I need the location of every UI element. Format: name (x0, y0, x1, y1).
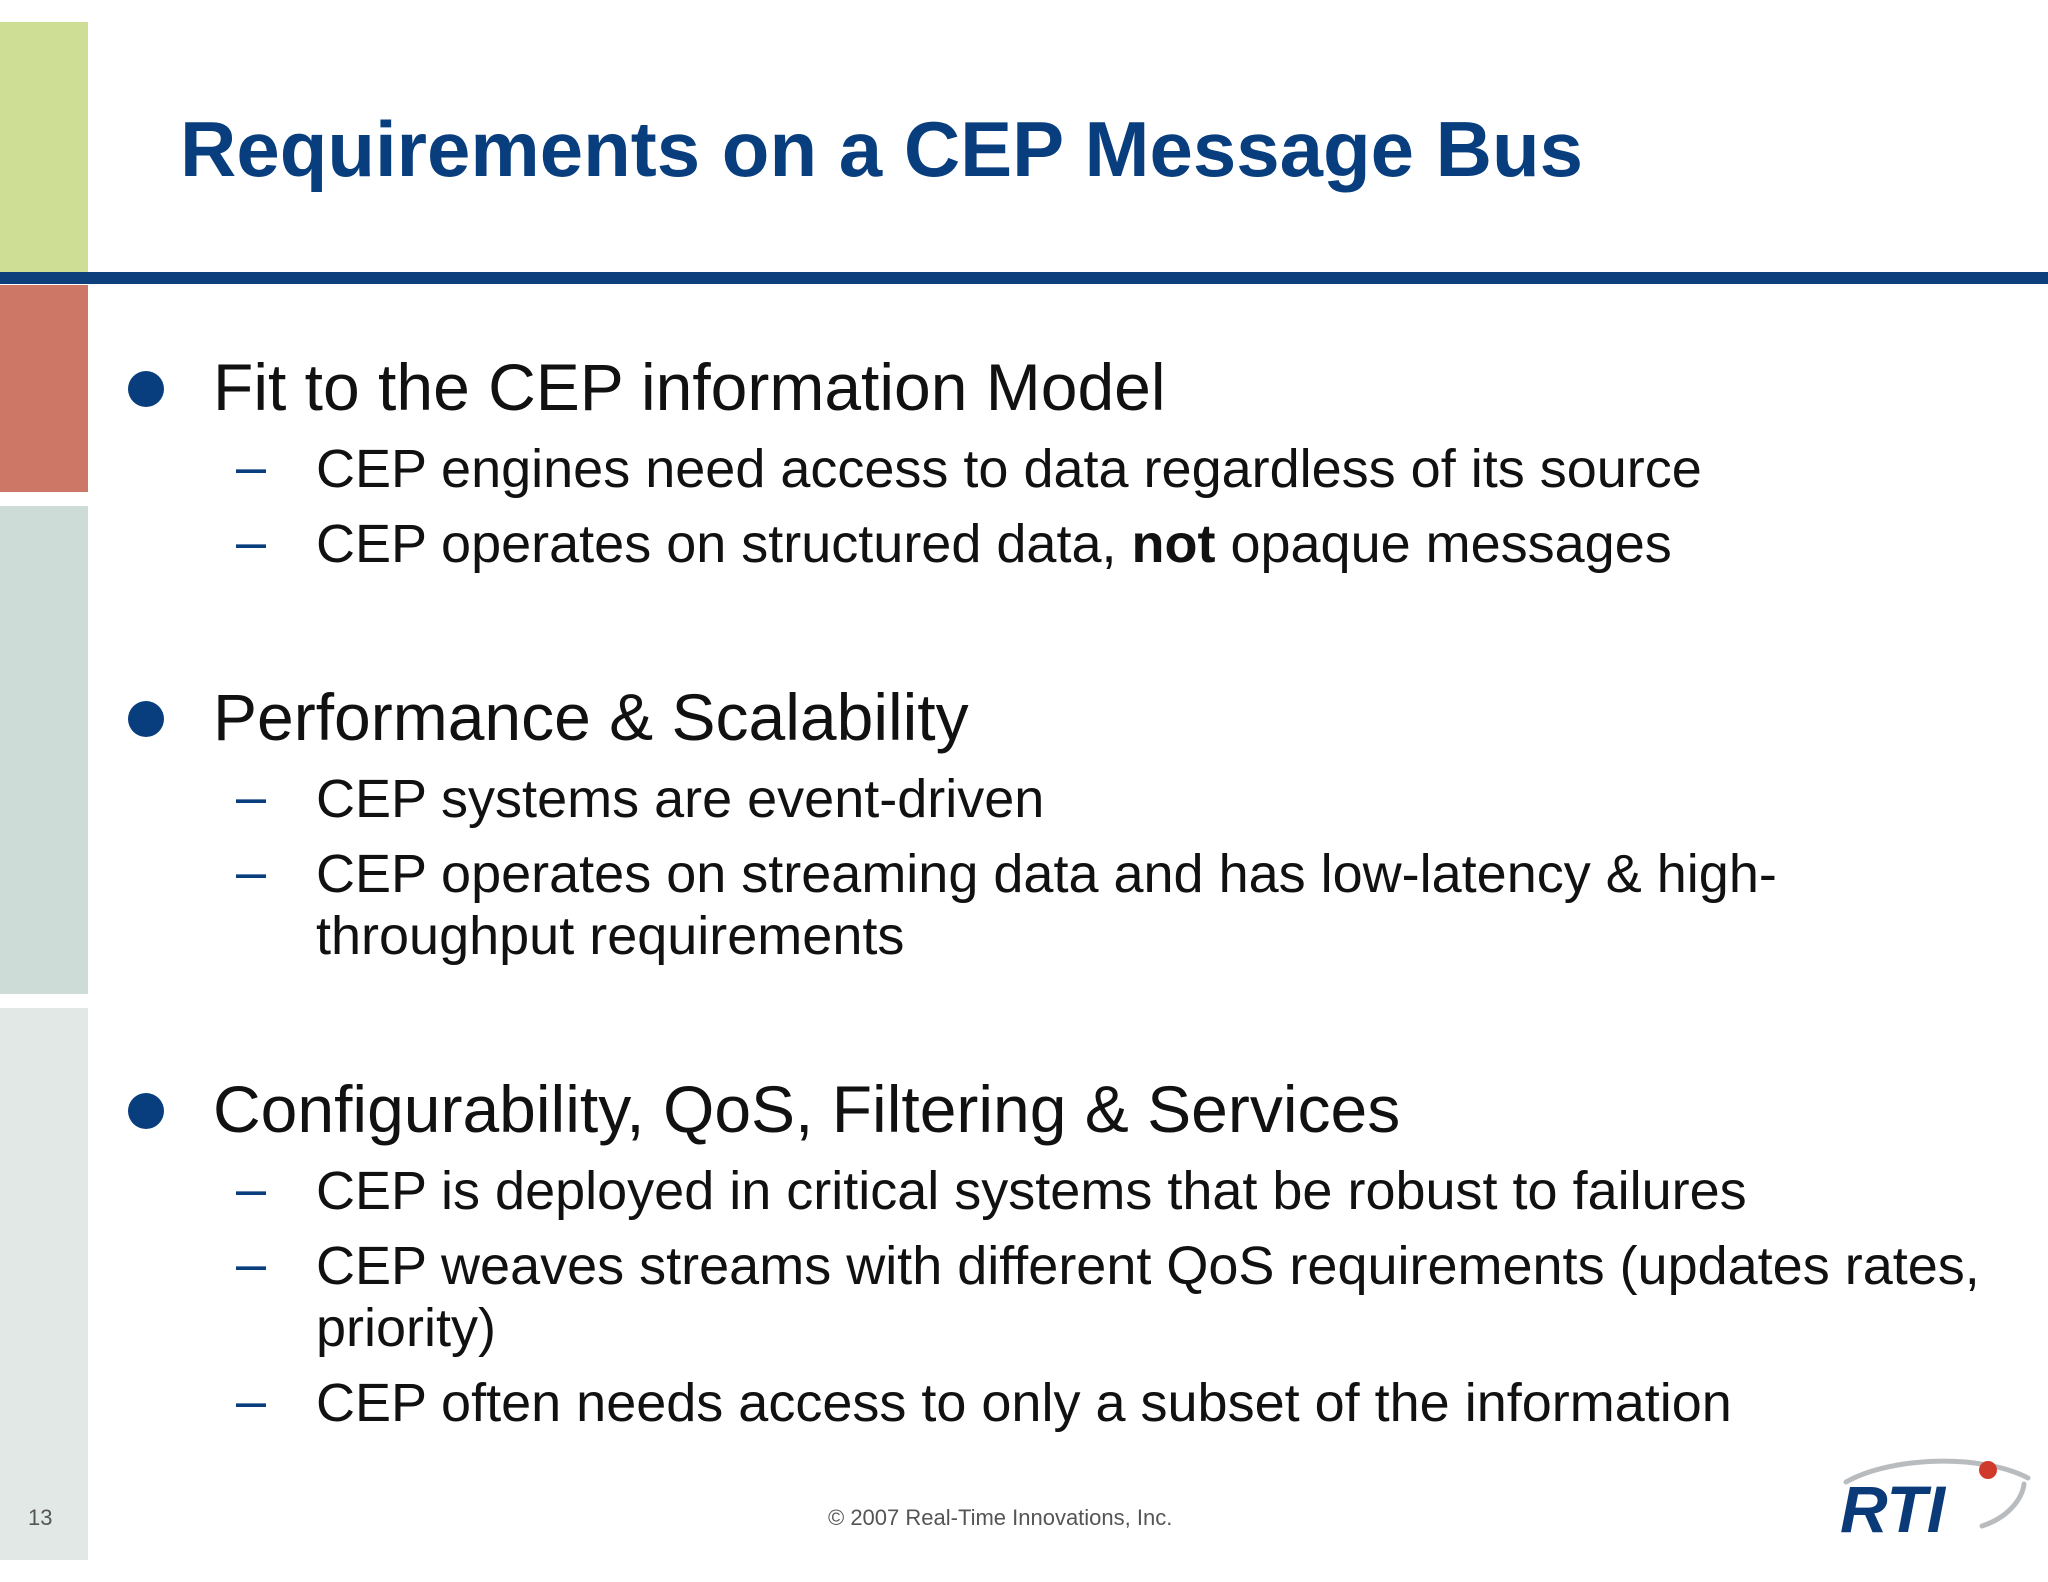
sub-item-structured-data: CEP operates on structured data, not opaque messages (316, 514, 1672, 574)
dash-icon: – (236, 437, 267, 497)
section-heading-performance: Performance & Scalability (213, 680, 969, 754)
sub-item-data-access: CEP engines need access to data regardless of its source (316, 439, 1702, 499)
copyright-notice: © 2007 Real-Time Innovations, Inc. (828, 1505, 1173, 1530)
page-number: 13 (28, 1505, 53, 1530)
section-heading-information-model: Fit to the CEP information Model (213, 350, 1166, 424)
sub-item-qos-streams: CEP weaves streams with different QoS requirements (updates rates, priority) (316, 1236, 1980, 1358)
sub-item-event-driven: CEP systems are event-driven (316, 769, 1045, 829)
sub-item-robust-to-failures: CEP is deployed in critical systems that be robust to failures (316, 1161, 1747, 1221)
slide-title: Requirements on a CEP Message Bus (180, 105, 1584, 193)
bullet-icon (128, 1093, 164, 1129)
dash-icon: – (236, 1234, 267, 1294)
section-heading-configurability: Configurability, QoS, Filtering & Services (213, 1072, 1401, 1146)
sub-item-streaming-data: CEP operates on streaming data and has low-latency & high-throughput requirements (316, 844, 1777, 966)
rti-logo (1832, 1448, 2032, 1548)
sub-item-information-subset: CEP often needs access to only a subset of the information (316, 1373, 1732, 1433)
bullet-icon (128, 371, 164, 407)
dash-icon: – (236, 1159, 267, 1219)
bullet-icon (128, 701, 164, 737)
dash-icon: – (236, 1371, 267, 1431)
dash-icon: – (236, 842, 267, 902)
dash-icon: – (236, 512, 267, 572)
logo-wordmark: RTI (1840, 1472, 1946, 1546)
dash-icon: – (236, 767, 267, 827)
